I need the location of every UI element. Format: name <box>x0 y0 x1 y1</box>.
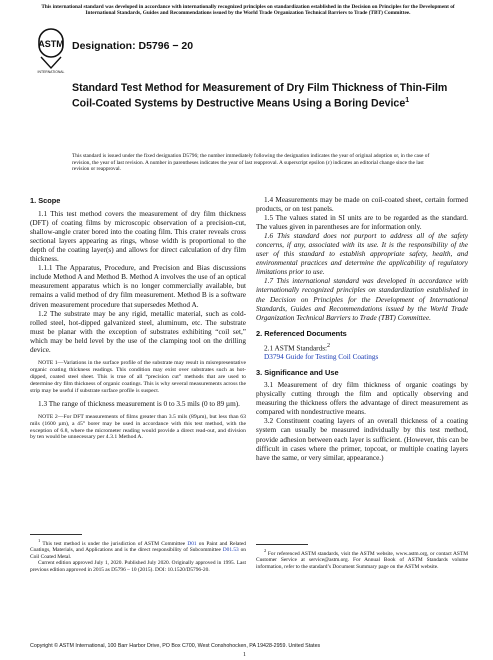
para-2-1: 2.1 ASTM Standards:$^2$ <box>264 342 331 353</box>
astm-logo <box>36 28 66 74</box>
page-number: 1 <box>243 652 246 658</box>
d3794-link[interactable]: D3794 <box>264 353 284 362</box>
footnote-1: $^1$ This test method is under the jurisdiction of ASTM Committee D01 on Paint and Related Coatings, Materials, and Applications and is the direct responsibility of Subcommittee D01.53 on Coil Coated Metal. Current edition approved July 1, 2020. Published July 2020. Originally approved in 1995. Last previous edition approved in 2015 as D5796 – 10 (2015). DOI: 10.1520/D5796-20. <box>30 538 246 573</box>
svg-text:INTERNATIONAL: INTERNATIONAL <box>37 70 65 74</box>
note-2: NOTE 2—For DFT measurements of films greater than 3.5 mils (89µm), but less than 63 mils (1600 µm), a 45° borer may be used in accordance with this test method, with the exception of 6.8, where the micrometer reading would provide a direct read-out, and division by ten would be unnecessary per 4.3.1 Method A. <box>30 413 246 441</box>
footnote-divider-right <box>256 544 308 545</box>
para-1-2: 1.2 The substrate may be any rigid, metallic material, such as cold-rolled steel, hot-dipped galvanized steel, aluminum, etc. The substrate must be planar with the exception of substrates exhibiting “coil set,” which may be held level by the use of the clamping tool on the drilling device. <box>30 309 246 354</box>
para-3-2: 3.2 Constituent coating layers of an overall thickness of a coating system can usually be measured individually by this test method, provide adhesion between each layer is sufficient. (However, this can be difficult in cases where the primer, topcoat, or multiple coating layers have the same, or very similar, appearance.) <box>256 417 468 462</box>
left-column <box>30 196 246 446</box>
document-title: Standard Test Method for Measurement of Dry Film Thickness of Thin-Film Coil-Coated Systems by Destructive Means Using a Boring Device$^1$ <box>72 82 448 110</box>
section-heading-significance: 3. Significance and Use <box>256 368 339 378</box>
footnote-2: $^2$ For referenced ASTM standards, visit the ASTM website, www.astm.org, or contact ASTM Customer Service at service@astm.org. For Annual Book of ASTM Standards volume information, refer to the standard’s Document Summary page on the ASTM website. <box>256 548 468 570</box>
svg-text:ASTM: ASTM <box>38 39 64 49</box>
d3794-title-link[interactable]: Guide for Testing Coil Coatings <box>285 353 379 362</box>
committee-d01-link[interactable]: D01 <box>187 540 197 547</box>
tbt-notice: This international standard was developed in accordance with internationally recognized principles on standardization established in the Decision on Principles for the Development of International Standards, Guides and Recommendations issued by the World Trade Organization Technical Barriers to Trade (TBT) Committee. <box>41 4 455 17</box>
copyright-footer: Copyright © ASTM International, 100 Barr Harbor Drive, PO Box C700, West Conshohocken, PA 19428-2959. United States <box>30 643 321 649</box>
para-1-7: 1.7 This international standard was developed in accordance with internationally recognized principles on standardization established in the Decision on Principles for the Development of International Standards, Guides and Recommendations issued by the World Trade Organization Technical Barriers to Trade (TBT) Committee. <box>256 277 468 322</box>
designation: Designation: D5796 − 20 <box>72 40 194 52</box>
subcommittee-d0153-link[interactable]: D01.53 <box>222 547 239 554</box>
note-1: NOTE 1—Variations in the surface profile of the substrate may result in misrepresentative organic coating thickness readings. This condition may exist over substrates such as hot-dipped, coated steel sheet. This is true of all “precision cut” methods that are used to determine dry film thickness of organic coatings. This is why several measurements across the strip may be useful if substrate surface profile is suspect. <box>30 359 246 394</box>
para-1-4: 1.4 Measurements may be made on coil-coated sheet, certain formed products, or on test panels. <box>256 196 468 214</box>
footnote-divider <box>30 534 82 535</box>
para-1-6: 1.6 This standard does not purport to address all of the safety concerns, if any, associated with its use. It is the responsibility of the user of this standard to establish appropriate safety, health, and environmental practices and determine the applicability of regulatory limitations prior to use. <box>256 232 468 277</box>
designation-note: This standard is issued under the fixed designation D5796; the number immediately following the designation indicates the year of original adoption or, in the case of revision, the year of last revision. A number in parentheses indicates the year of last reapproval. A superscript epsilon (ε) indicates an editorial change since the last revision or reapproval. <box>72 153 430 173</box>
section-heading-referenced-documents: 2. Referenced Documents <box>256 328 347 338</box>
section-heading-scope: 1. Scope <box>30 196 61 205</box>
para-1-3: 1.3 The range of thickness measurement is 0 to 3.5 mils (0 to 89 µm). <box>38 399 240 408</box>
title-footnote-marker: 1 <box>405 96 410 104</box>
para-1-5: 1.5 The values stated in SI units are to be regarded as the standard. The values given in parentheses are for information only. <box>256 214 468 232</box>
para-1-1-1: 1.1.1 The Apparatus, Procedure, and Precision and Bias discussions include Method A and Method B. Method A involves the use of an optical measurement apparatus which is no longer commercially available, but remains a valid method of dry film measurement. Method B is a software driven measurement procedure that supersedes Method A. <box>30 264 246 309</box>
reference-d3794[interactable] <box>256 353 468 362</box>
para-3-1: 3.1 Measurement of dry film thickness of organic coatings by physically cutting through the film and optically observing and measuring the thickness offers the advantage of direct measurement as compared with nondestructive means. <box>256 381 468 417</box>
right-column <box>256 196 468 463</box>
para-1-1: 1.1 This test method covers the measurement of dry film thickness (DFT) of coating films by microscopic observation of a precision-cut, shallow-angle crater bored into the coating film. This crater reveals cross sectional layers appearing as rings, whose width is proportional to the depth of the coating layer(s) and allows for direct calculation of dry film thickness. <box>30 210 246 264</box>
